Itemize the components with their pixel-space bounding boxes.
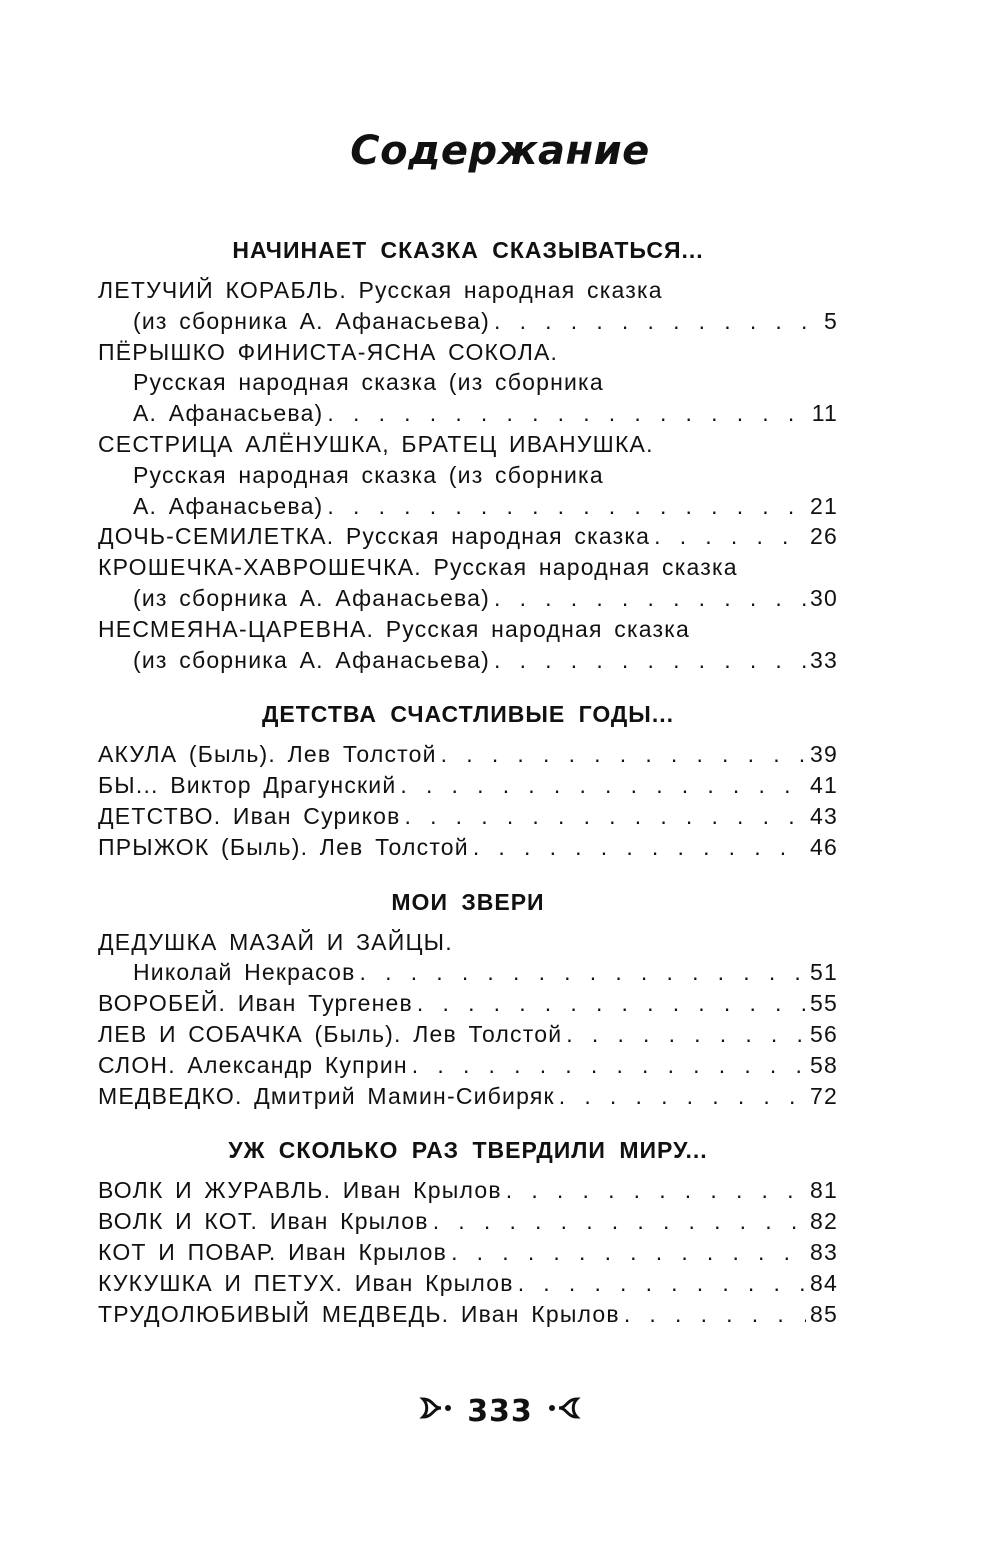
toc-entry-row (98, 1175, 838, 1206)
toc-entry-line: Русская народная сказка (из сборника (133, 461, 604, 488)
toc-entry-line: ЛЕТУЧИЙ КОРАБЛЬ. Русская народная сказка (98, 277, 663, 303)
toc-entry-row (98, 832, 838, 863)
toc-entry-row (98, 1081, 838, 1112)
dot-leader (494, 645, 806, 676)
toc-entry-title: (из сборника А. Афанасьева) (133, 584, 491, 611)
dot-leader (412, 1050, 806, 1081)
toc-entry (98, 521, 838, 552)
toc-page-number: 84 (810, 1269, 838, 1296)
toc-entry-row (98, 801, 838, 832)
toc-page-number: 85 (810, 1300, 838, 1327)
dot-leader (327, 398, 807, 429)
toc-entry-row (98, 770, 838, 801)
dot-leader (400, 770, 806, 801)
toc-entry-row (98, 957, 838, 988)
toc-entry (98, 1175, 838, 1206)
section-heading: ДЕТСТВА СЧАСТЛИВЫЕ ГОДЫ... (262, 701, 674, 728)
dot-leader (417, 988, 806, 1019)
section-heading: УЖ СКОЛЬКО РАЗ ТВЕРДИЛИ МИРУ... (228, 1137, 708, 1164)
toc-entry-title: АКУЛА (Быль). Лев Толстой (98, 741, 437, 768)
toc-entry (98, 801, 838, 832)
dot-leader (405, 801, 807, 832)
toc-entry-title: МЕДВЕДКО. Дмитрий Мамин-Сибиряк (98, 1082, 555, 1109)
toc-page-number: 55 (810, 990, 838, 1017)
toc-entry (98, 927, 838, 989)
toc-entry (98, 614, 838, 676)
section-heading: МОИ ЗВЕРИ (391, 888, 545, 915)
toc-page-number: 81 (810, 1177, 838, 1204)
toc-entry (98, 1299, 838, 1330)
toc-entry-title: А. Афанасьева) (133, 492, 324, 519)
dot-leader (327, 491, 806, 522)
toc-entry-row (98, 1019, 838, 1050)
toc-entry-title: ДЕТСТВО. Иван Суриков (98, 802, 401, 829)
toc-entry (98, 1081, 838, 1112)
toc-entry-line: СЕСТРИЦА АЛЁНУШКА, БРАТЕЦ ИВАНУШКА. (98, 430, 654, 457)
toc-entry (98, 739, 838, 770)
toc-entry-title: ВОРОБЕЙ. Иван Тургенев (98, 990, 413, 1017)
toc-page-number: 26 (810, 523, 838, 550)
toc-page-number: 30 (810, 584, 838, 611)
toc-entry-row (98, 398, 838, 429)
toc-section (98, 887, 838, 1112)
toc-entry-title: КУКУШКА И ПЕТУХ. Иван Крылов (98, 1269, 514, 1296)
toc-page-number: 33 (810, 646, 838, 673)
toc-entry-line: НЕСМЕЯНА-ЦАРЕВНА. Русская народная сказка (98, 615, 690, 642)
toc-section (98, 699, 838, 862)
toc-entry (98, 1019, 838, 1050)
page-title: Содержание (350, 128, 650, 174)
toc-page-number: 51 (810, 959, 838, 986)
dot-leader (360, 957, 806, 988)
table-of-contents (98, 235, 838, 1353)
toc-entry-title: БЫ... Виктор Драгунский (98, 772, 397, 799)
toc-entry-title: (из сборника А. Афанасьева) (133, 307, 491, 334)
toc-entry (98, 770, 838, 801)
toc-entry-title: ДОЧЬ-СЕМИЛЕТКА. Русская народная сказка (98, 523, 651, 550)
dot-leader (473, 832, 806, 863)
toc-page-number: 46 (810, 833, 838, 860)
toc-entry-title: ВОЛК И ЖУРАВЛЬ. Иван Крылов (98, 1177, 502, 1204)
dot-leader (506, 1175, 806, 1206)
dot-leader (559, 1081, 806, 1112)
ornament-right-icon (545, 1394, 581, 1429)
toc-page-number: 83 (810, 1238, 838, 1265)
toc-entry-title: (из сборника А. Афанасьева) (133, 646, 491, 673)
dot-leader (654, 521, 806, 552)
toc-entry-row (98, 521, 838, 552)
toc-section (98, 235, 838, 675)
toc-section (98, 1135, 838, 1329)
toc-entry (98, 275, 838, 337)
toc-entry-line: КРОШЕЧКА-ХАВРОШЕЧКА. Русская народная сказка (98, 554, 738, 581)
dot-leader (441, 739, 806, 770)
toc-page-number: 56 (810, 1020, 838, 1047)
toc-entry-title: ПРЫЖОК (Быль). Лев Толстой (98, 833, 469, 860)
toc-entry (98, 1268, 838, 1299)
page-number: 333 (467, 1394, 533, 1429)
toc-page-number: 5 (824, 307, 838, 334)
toc-entry (98, 988, 838, 1019)
dot-leader (566, 1019, 806, 1050)
toc-entry-row (98, 583, 838, 614)
toc-page-number: 58 (810, 1051, 838, 1078)
page-footer (0, 1393, 1000, 1429)
toc-entry (98, 429, 838, 521)
toc-entry-row (98, 1237, 838, 1268)
toc-page-number: 82 (810, 1208, 838, 1235)
toc-page-number: 21 (810, 492, 838, 519)
toc-entry-title: ТРУДОЛЮБИВЫЙ МЕДВЕДЬ. Иван Крылов (98, 1300, 620, 1327)
toc-entry-line: Русская народная сказка (из сборника (133, 369, 604, 396)
toc-entry-title: ВОЛК И КОТ. Иван Крылов (98, 1208, 429, 1235)
dot-leader (494, 306, 820, 337)
dot-leader (494, 583, 806, 614)
toc-entry-title: Николай Некрасов (133, 959, 356, 986)
toc-entry-line: ДЕДУШКА МАЗАЙ И ЗАЙЦЫ. (98, 928, 453, 955)
dot-leader (433, 1206, 806, 1237)
toc-entry-line: ПЁРЫШКО ФИНИСТА-ЯСНА СОКОЛА. (98, 338, 559, 365)
toc-entry-row (98, 1299, 838, 1330)
toc-entry-row (98, 1268, 838, 1299)
toc-entry-row (98, 491, 838, 522)
ornament-left-icon (419, 1394, 455, 1429)
toc-page-number: 11 (811, 400, 838, 427)
toc-page-number: 39 (810, 741, 838, 768)
toc-entry-row (98, 739, 838, 770)
dot-leader (451, 1237, 806, 1268)
toc-entry-title: А. Афанасьева) (133, 400, 324, 427)
toc-entry (98, 552, 838, 614)
toc-entry-title: КОТ И ПОВАР. Иван Крылов (98, 1238, 448, 1265)
toc-entry-row (98, 645, 838, 676)
toc-entry (98, 1237, 838, 1268)
toc-page-number: 43 (810, 802, 838, 829)
section-heading: НАЧИНАЕТ СКАЗКА СКАЗЫВАТЬСЯ... (232, 237, 704, 263)
toc-page-number: 72 (810, 1082, 838, 1109)
dot-leader (624, 1299, 806, 1330)
toc-entry (98, 832, 838, 863)
toc-entry-row (98, 306, 838, 337)
toc-entry-row (98, 988, 838, 1019)
toc-entry-title: ЛЕВ И СОБАЧКА (Быль). Лев Толстой (98, 1020, 563, 1047)
toc-entry (98, 1050, 838, 1081)
toc-entry (98, 337, 838, 429)
toc-entry-row (98, 1206, 838, 1237)
toc-entry-title: СЛОН. Александр Куприн (98, 1051, 408, 1078)
dot-leader (518, 1268, 806, 1299)
toc-entry (98, 1206, 838, 1237)
toc-page-number: 41 (810, 772, 838, 799)
toc-entry-row (98, 1050, 838, 1081)
